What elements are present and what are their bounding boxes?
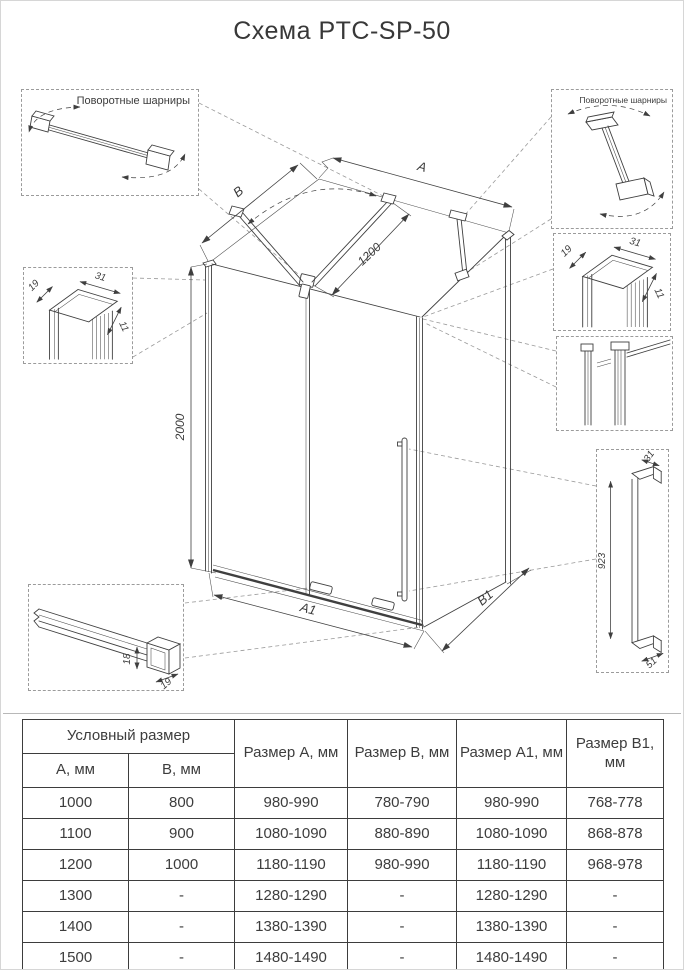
leader-lines (133, 103, 596, 658)
cell-a: 1200 (23, 850, 129, 881)
dim-label-profile-width: 31 (628, 235, 642, 250)
cell-size-a1: 980-990 (457, 788, 567, 819)
cell-size-b: - (348, 881, 457, 912)
cell-size-a: 980-990 (235, 788, 348, 819)
cell-size-b: - (348, 943, 457, 970)
cell-size-b1: - (567, 912, 664, 943)
detail-hinge-right-label: Поворотные шарниры (579, 95, 667, 105)
support-bars (229, 189, 469, 299)
dimension-A (319, 158, 514, 231)
cell-size-a1: 1280-1290 (457, 881, 567, 912)
dim-label-a: A (416, 158, 429, 176)
cell-b: - (129, 912, 235, 943)
page-title: Схема PTC-SP-50 (233, 17, 451, 45)
header-size-a1: Размер А1, мм (457, 720, 567, 788)
cell-b: 900 (129, 819, 235, 850)
cell-size-b: 780-790 (348, 788, 457, 819)
table-row (23, 850, 664, 881)
dim-label-handle-top: 31 (641, 448, 658, 465)
detail-hinge-right (551, 89, 673, 229)
bottom-rail-illustration (29, 585, 183, 690)
dim-label-rail-depth: 19 (158, 676, 175, 692)
dim-label-a1: A1 (298, 599, 318, 618)
table-row (23, 819, 664, 850)
drawing-table-separator (3, 713, 681, 714)
handle-illustration (597, 450, 668, 672)
dimension-B1 (425, 568, 531, 653)
dimension-1200 (313, 203, 411, 297)
cell-b: 1000 (129, 850, 235, 881)
dim-label-b1: B1 (474, 586, 497, 609)
cell-a: 1500 (23, 943, 129, 970)
cell-size-b: 880-890 (348, 819, 457, 850)
subheader-b-mm: В, мм (129, 754, 235, 788)
table-row (23, 881, 664, 912)
cell-size-b1: - (567, 881, 664, 912)
detail-handle (596, 449, 669, 673)
cell-size-b: - (348, 912, 457, 943)
cell-size-b1: 968-978 (567, 850, 664, 881)
dimension-2000 (173, 264, 216, 573)
cell-b: - (129, 943, 235, 970)
cell-size-b1: 868-878 (567, 819, 664, 850)
table-row (23, 912, 664, 943)
dim-label-profile-depth: 19 (26, 278, 42, 294)
dim-label-profile-width: 31 (93, 270, 108, 285)
table-row (23, 788, 664, 819)
wall-profile-right-illustration (554, 234, 670, 330)
cell-size-a: 1080-1090 (235, 819, 348, 850)
cell-a: 1100 (23, 819, 129, 850)
front-glass-panels (212, 264, 420, 595)
detail-seal-joint (556, 336, 673, 431)
cell-size-a: 1380-1390 (235, 912, 348, 943)
header-size-a: Размер А, мм (235, 720, 348, 788)
seal-joint-illustration (557, 337, 672, 430)
bottom-track (213, 565, 424, 631)
cell-size-a: 1180-1190 (235, 850, 348, 881)
corner-profile (417, 317, 423, 629)
header-size-b1: Размер В1, мм (567, 720, 664, 788)
dim-label-profile-gap: 11 (651, 286, 666, 301)
dim-label-bar-length: 1200 (354, 239, 384, 269)
door-handle (398, 438, 408, 601)
detail-hinge-left-label: Поворотные шарниры (76, 95, 190, 107)
header-nominal-size: Условный размер (23, 720, 235, 754)
subheader-a-mm: А, мм (23, 754, 129, 788)
cell-size-b1: 768-778 (567, 788, 664, 819)
header-size-b: Размер В, мм (348, 720, 457, 788)
dimension-B (200, 163, 317, 261)
detail-hinge-left (21, 89, 199, 196)
dim-label-profile-depth: 19 (558, 243, 575, 260)
detail-bottom-rail (28, 584, 184, 691)
cell-size-a1: 1380-1390 (457, 912, 567, 943)
cell-size-b: 980-990 (348, 850, 457, 881)
wall-profile-left-illustration (24, 268, 132, 363)
size-table (22, 719, 664, 970)
cell-size-a: 1280-1290 (235, 881, 348, 912)
cell-a: 1000 (23, 788, 129, 819)
detail-wall-profile-right (553, 233, 671, 331)
dim-label-rail-height: 18 (122, 653, 133, 665)
dim-label-b: B (230, 182, 247, 201)
hinge-left-illustration (22, 90, 198, 195)
table-row (23, 943, 664, 970)
cell-size-a1: 1080-1090 (457, 819, 567, 850)
cell-size-a1: 1480-1490 (457, 943, 567, 970)
cell-size-a: 1480-1490 (235, 943, 348, 970)
cell-a: 1400 (23, 912, 129, 943)
dim-label-handle-bottom: 51 (644, 655, 660, 671)
cell-b: - (129, 881, 235, 912)
detail-wall-profile-left (23, 267, 133, 364)
dim-label-height: 2000 (173, 413, 187, 441)
cell-size-b1: - (567, 943, 664, 970)
dim-label-handle-length: 923 (596, 552, 608, 570)
hinge-right-illustration (552, 90, 672, 228)
return-panel (422, 231, 514, 628)
dim-label-profile-gap: 11 (116, 319, 131, 334)
left-wall-profile (203, 260, 216, 573)
cell-size-a1: 1180-1190 (457, 850, 567, 881)
cell-b: 800 (129, 788, 235, 819)
cell-a: 1300 (23, 881, 129, 912)
